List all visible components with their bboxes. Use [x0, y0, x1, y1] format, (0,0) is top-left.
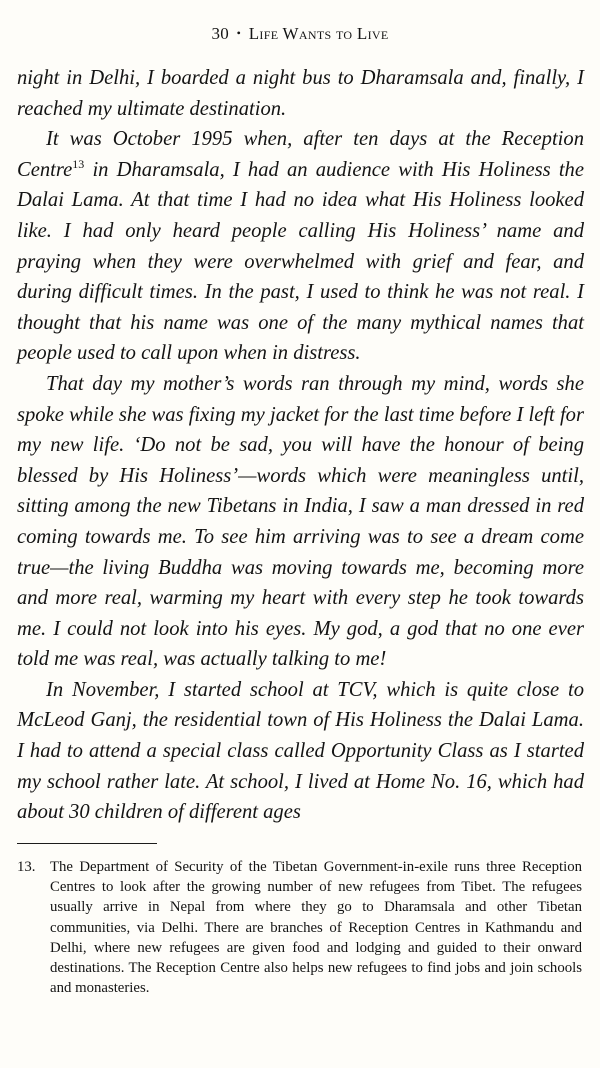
- footnote-number: 13.: [17, 859, 36, 875]
- running-header: [0, 24, 600, 44]
- paragraph-reception-centre: [17, 124, 584, 369]
- paragraph-continued: night in Delhi, I boarded a night bus to Dharamsala and, finally, I reached my ultimate destination.: [17, 67, 584, 120]
- paragraph-mothers-words: That day my mother’s words ran through my mind, words she spoke while she was fixing my jacket for the last time before I left for my new life. ‘Do not be sad, you will have the honour of being blessed by His Holiness’—words which were meaningless until, sitting among the new Tibetans in India, I saw a man dressed in red coming towards me. To see him arriving was to see a dream come true—the living Buddha was moving towards me, becoming more and more real, warming my heart with every step he took towards me. I could not look into his eyes. My god, a god that no one ever told me was real, was actually talking to me!: [17, 372, 584, 671]
- footnote: [17, 857, 582, 998]
- page-number: 30: [211, 24, 230, 43]
- paragraph-text: in Dharamsala, I had an audience with His Holiness the Dalai Lama. At that time I had no idea what His Holiness looked like. I had only heard people calling His Holiness’ name and praying when they were overwhelmed with grief and fear, and during difficult times. In the past, I used to think he was not real. I thought that his name was one of the many mythical names that people used to call upon when in distress.: [17, 158, 584, 365]
- footnote-reference[interactable]: 13: [72, 156, 85, 171]
- header-bullet: •: [236, 26, 242, 40]
- footnote-text: The Department of Security of the Tibetan Government-in-exile runs three Reception Centres to look after the growing number of new refugees from Tibet. The refugees usually arrive in Nepal from where they go to Dharamsala and other Tibetan communities, via Delhi. There are branches of Reception Centres in Kathmandu and Delhi, where new refugees are given food and lodging and guided to their onward destinations. The Reception Centre also helps new refugees to find jobs and join schools and monasteries.: [50, 859, 582, 997]
- paragraph-school: In November, I started school at TCV, which is quite close to McLeod Ganj, the residential town of His Holiness the Dalai Lama. I had to attend a special class called Opportunity Class as I started my school rather late. At school, I lived at Home No. 16, which had about 30 children of different ages: [17, 678, 584, 824]
- main-text: [17, 63, 584, 828]
- running-title: Life Wants to Live: [248, 24, 389, 43]
- footnote-divider: [17, 843, 157, 844]
- paragraph-text: It was October 1995 when, after ten days at the Reception Centre: [17, 128, 584, 181]
